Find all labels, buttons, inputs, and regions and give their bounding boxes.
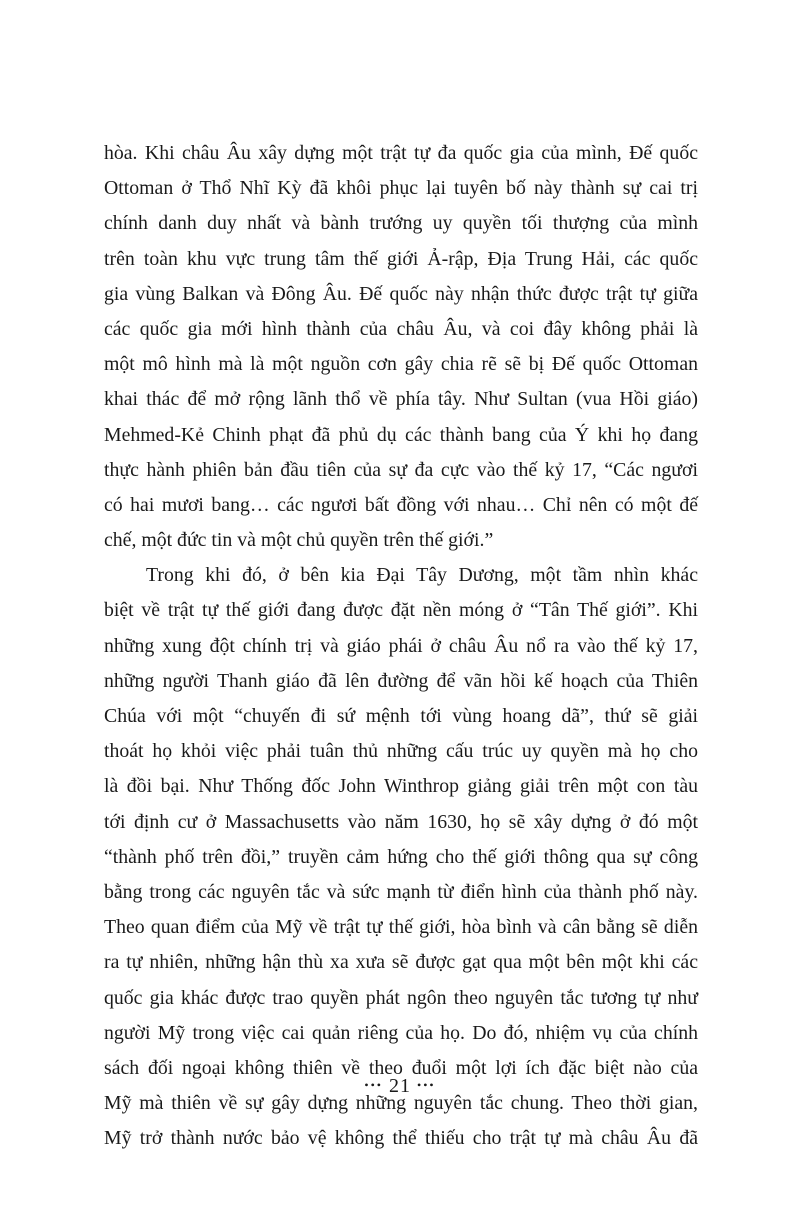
text-line: Mỹ trở thành nước bảo vệ không thể thiếu cho trật tự mà châu Âu đã bbox=[104, 1127, 698, 1150]
text-line: quốc gia khác được trao quyền phát ngôn theo nguyên tắc tương tự như bbox=[104, 986, 698, 1009]
text-line: Mehmed-Kẻ Chinh phạt đã phủ dụ các thành bang của Ý khi họ đang bbox=[104, 423, 698, 446]
text-line: Theo quan điểm của Mỹ về trật tự thế giới, hòa bình và cân bằng sẽ diễn bbox=[104, 916, 698, 939]
text-line: sách đối ngoại không thiên về theo đuổi một lợi ích đặc biệt nào của bbox=[104, 1056, 698, 1079]
text-line: chế, một đức tin và một chủ quyền trên thế giới.” bbox=[104, 529, 494, 552]
text-line: khai thác để mở rộng lãnh thổ về phía tây. Như Sultan (vua Hồi giáo) bbox=[104, 388, 698, 411]
text-line: một mô hình mà là một nguồn cơn gây chia rẽ sẽ bị Đế quốc Ottoman bbox=[104, 353, 698, 376]
text-line: ra tự nhiên, những hận thù xa xưa sẽ được gạt qua một bên một khi các bbox=[104, 951, 698, 974]
text-line: hòa. Khi châu Âu xây dựng một trật tự đa quốc gia của mình, Đế quốc bbox=[104, 142, 698, 164]
text-line: bằng trong các nguyên tắc và sức mạnh từ điển hình của thành phố này. bbox=[104, 880, 698, 903]
text-line: chính danh duy nhất và bành trướng uy quyền tối thượng của mình bbox=[104, 212, 698, 235]
text-line: biệt về trật tự thế giới đang được đặt nền móng ở “Tân Thế giới”. Khi bbox=[104, 599, 698, 622]
text-line: những xung đột chính trị và giáo phái ở châu Âu nổ ra vào thế kỷ 17, bbox=[104, 634, 698, 657]
text-line: Ottoman ở Thổ Nhĩ Kỳ đã khôi phục lại tuyên bố này thành sự cai trị bbox=[104, 177, 698, 200]
text-line: thực hành phiên bản đầu tiên của sự đa cực vào thế kỷ 17, “Các ngươi bbox=[104, 458, 698, 481]
text-line: thoát họ khỏi việc phải tuân thủ những cấu trúc uy quyền mà họ cho bbox=[104, 740, 698, 763]
page-body bbox=[104, 136, 698, 1156]
text-line: gia vùng Balkan và Đông Âu. Đế quốc này nhận thức được trật tự giữa bbox=[104, 282, 698, 305]
page-number: 21 bbox=[389, 1075, 411, 1097]
text-line: “thành phố trên đồi,” truyền cảm hứng cho thế giới thông qua sự công bbox=[104, 845, 698, 868]
text-line: người Mỹ trong việc cai quản riêng của họ. Do đó, nhiệm vụ của chính bbox=[104, 1021, 698, 1044]
text-line: Trong khi đó, ở bên kia Đại Tây Dương, một tầm nhìn khác bbox=[146, 564, 698, 587]
text-line: là đồi bại. Như Thống đốc John Winthrop giảng giải trên một con tàu bbox=[104, 775, 698, 798]
ornament-dots-right: ••• bbox=[417, 1078, 436, 1092]
text-line: trên toàn khu vực trung tâm thế giới Ả-rập, Địa Trung Hải, các quốc bbox=[104, 247, 698, 270]
text-line: những người Thanh giáo đã lên đường để vãn hồi kế hoạch của Thiên bbox=[104, 669, 698, 692]
text-line: Chúa với một “chuyến đi sứ mệnh tới vùng hoang dã”, thứ sẽ giải bbox=[104, 705, 698, 727]
paragraph-1 bbox=[104, 136, 698, 558]
text-line: có hai mươi bang… các ngươi bất đồng với nhau… Chỉ nên có một đế bbox=[104, 493, 698, 516]
text-line: các quốc gia mới hình thành của châu Âu, và coi đây không phải là bbox=[104, 317, 698, 340]
paragraph-2 bbox=[104, 558, 698, 1156]
ornament-dots-left: ••• bbox=[364, 1078, 383, 1092]
text-line: tới định cư ở Massachusetts vào năm 1630, họ sẽ xây dựng ở đó một bbox=[104, 810, 698, 833]
page-number-footer bbox=[0, 1075, 800, 1098]
text-line: Mỹ mà thiên về sự gây dựng những nguyên tắc chung. Theo thời gian, bbox=[104, 1092, 698, 1115]
